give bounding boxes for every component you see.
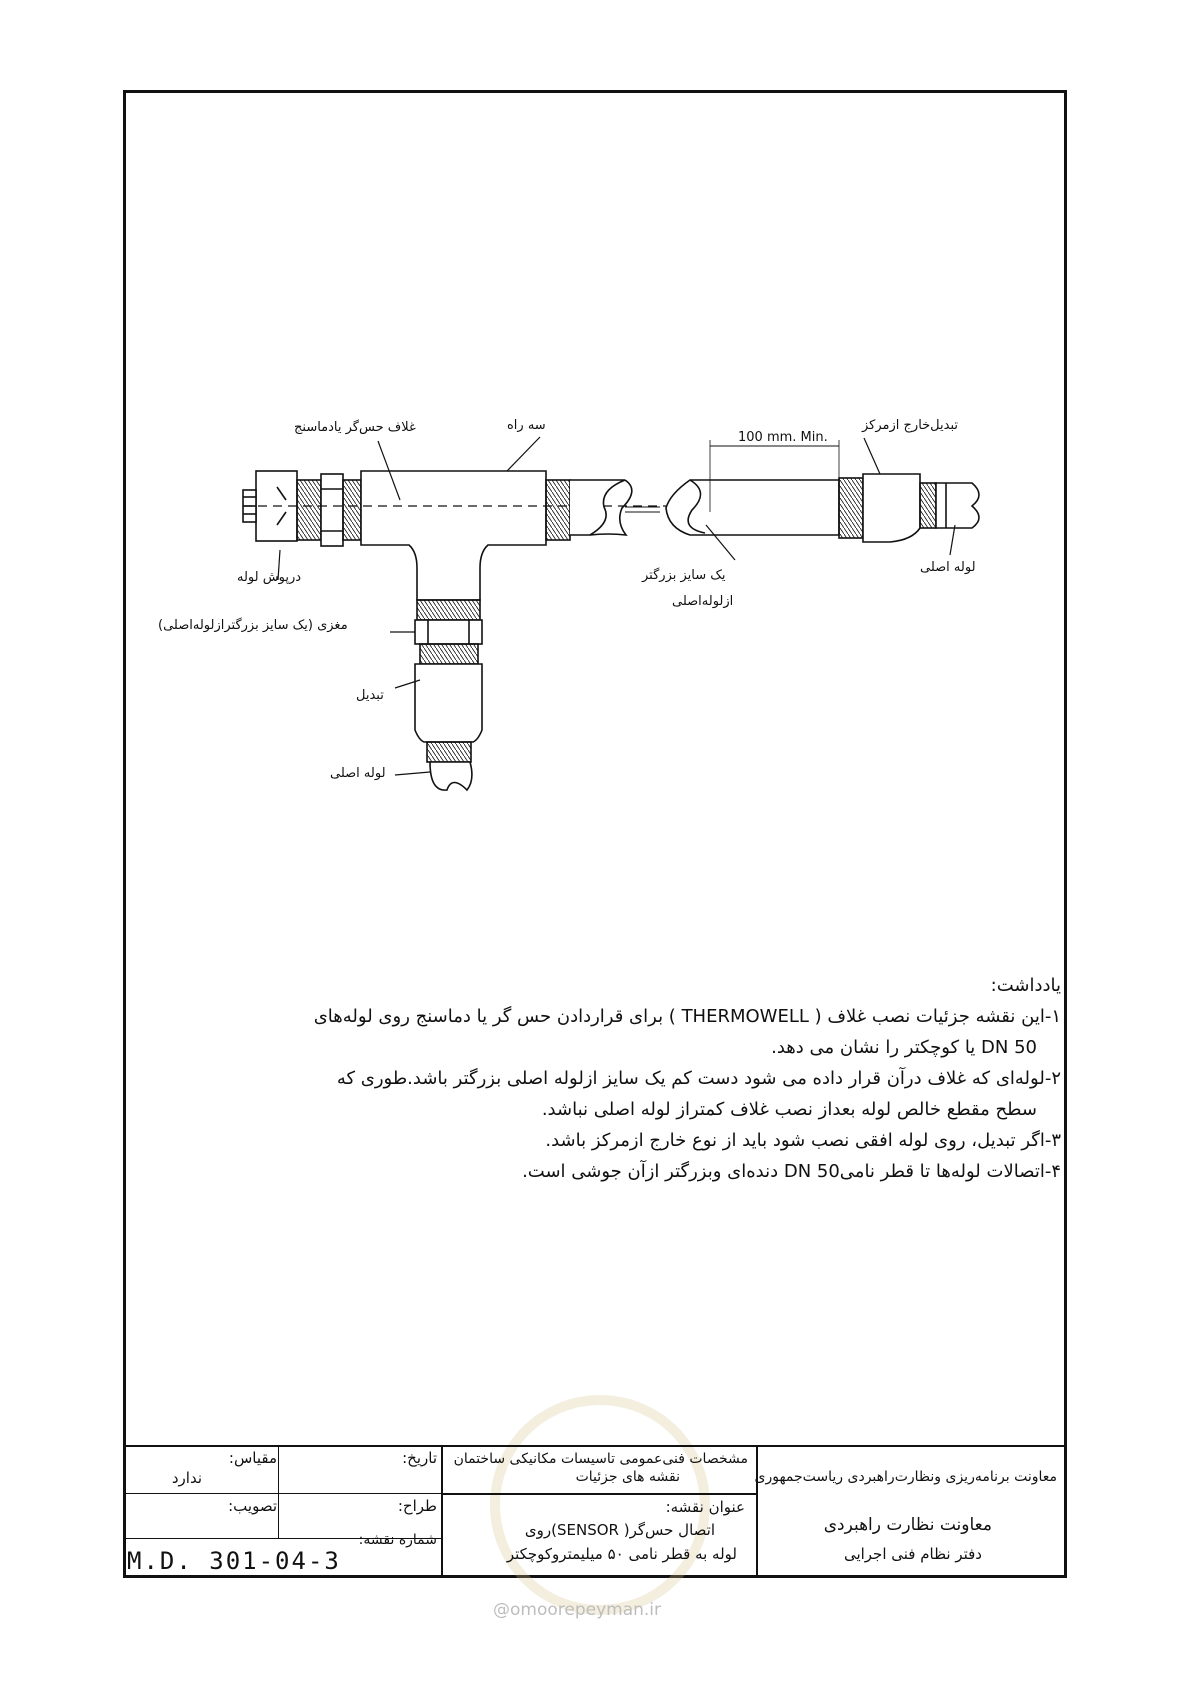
- note-2-line-1: ۲-لوله‌ای که غلاف درآن قرار داده می شود دست کم یک سایز ازلوله اصلی بزرگتر باشد.طوری که: [336, 1068, 1061, 1089]
- label-eccentric-reducer: تبدیل‌خارج ازمرکز: [862, 418, 959, 433]
- nipple-nut: [415, 620, 482, 644]
- label-main-pipe-right: لوله اصلی: [920, 560, 976, 575]
- hex-nut: [321, 474, 343, 546]
- label-nipple: مغزی (یک سایز بزرگترازلوله‌اصلی): [158, 618, 348, 633]
- title-block: [123, 1445, 1067, 1578]
- eccentric-reducer-right: [863, 474, 920, 542]
- label-tee: سه راه: [507, 418, 546, 433]
- notes-title: یادداشت:: [990, 975, 1061, 996]
- label-reducer: تبدیل: [356, 688, 384, 703]
- label-one-size-larger-2: ازلوله‌اصلی: [672, 594, 734, 609]
- deputy-name: معاونت نظارت راهبردی: [823, 1515, 992, 1535]
- site-watermark: @omoorepeyman.ir: [493, 1600, 662, 1620]
- drawing-number-label: شماره نقشه:: [358, 1532, 437, 1548]
- drawing-title-label: عنوان نقشه:: [665, 1498, 745, 1516]
- organization-name: معاونت برنامه‌ریزی ونظارت‌راهبردی ریاست‌جمهوری: [754, 1469, 1057, 1485]
- spec-title-1: مشخصات فنی‌عمومی تاسیسات مکانیکی ساختمان: [453, 1451, 748, 1467]
- office-name: دفتر نظام فنی اجرایی: [843, 1545, 982, 1563]
- note-4: ۴-اتصالات لوله‌ها تا قطر نامیDN 50 دنده‌ای وبزرگتر ازآن جوشی است.: [522, 1161, 1061, 1182]
- note-1-line-1: ۱-این نقشه جزئیات نصب غلاف ( THERMOWELL ) برای قراردادن حس گر یا دماسنج روی لوله‌های: [313, 1006, 1061, 1027]
- spec-title-2: نقشه های جزئیات: [575, 1469, 680, 1485]
- drawing-number: M.D. 301-04-3: [127, 1547, 341, 1575]
- label-pipe-cap: درپوش لوله: [237, 570, 302, 585]
- drawing-title-line-1: اتصال حس‌گر( SENSOR)روی: [524, 1521, 715, 1539]
- scale-value: ندارد: [171, 1469, 202, 1487]
- label-dimension: 100 mm. Min.: [738, 430, 828, 445]
- reducer-bottom: [415, 664, 482, 742]
- label-sensor-sleeve: غلاف حس‌گر یادماسنج: [294, 420, 416, 435]
- note-2-line-2: سطح مقطع خالص لوله بعداز نصب غلاف کمتراز لوله اصلی نباشد.: [541, 1099, 1037, 1120]
- label-main-pipe-bottom: لوله اصلی: [330, 766, 386, 781]
- label-one-size-larger-1: یک سایز بزرگتر: [642, 568, 726, 583]
- notes-section: [211, 970, 1061, 1187]
- scale-label: مقیاس:: [228, 1449, 277, 1467]
- date-label: تاریخ:: [402, 1449, 437, 1467]
- note-3: ۳-اگر تبدیل، روی لوله افقی نصب شود باید از نوع خارج ازمرکز باشد.: [545, 1130, 1061, 1151]
- tee-fitting: [361, 471, 546, 600]
- drawing-title-line-2: لوله به قطر نامی ۵۰ میلیمتروکوچکتر: [506, 1545, 737, 1563]
- note-1-line-2: DN 50 یا کوچکتر را نشان می دهد.: [771, 1037, 1037, 1058]
- designer-label: طراح:: [397, 1497, 437, 1515]
- approval-label: تصویب:: [228, 1497, 277, 1515]
